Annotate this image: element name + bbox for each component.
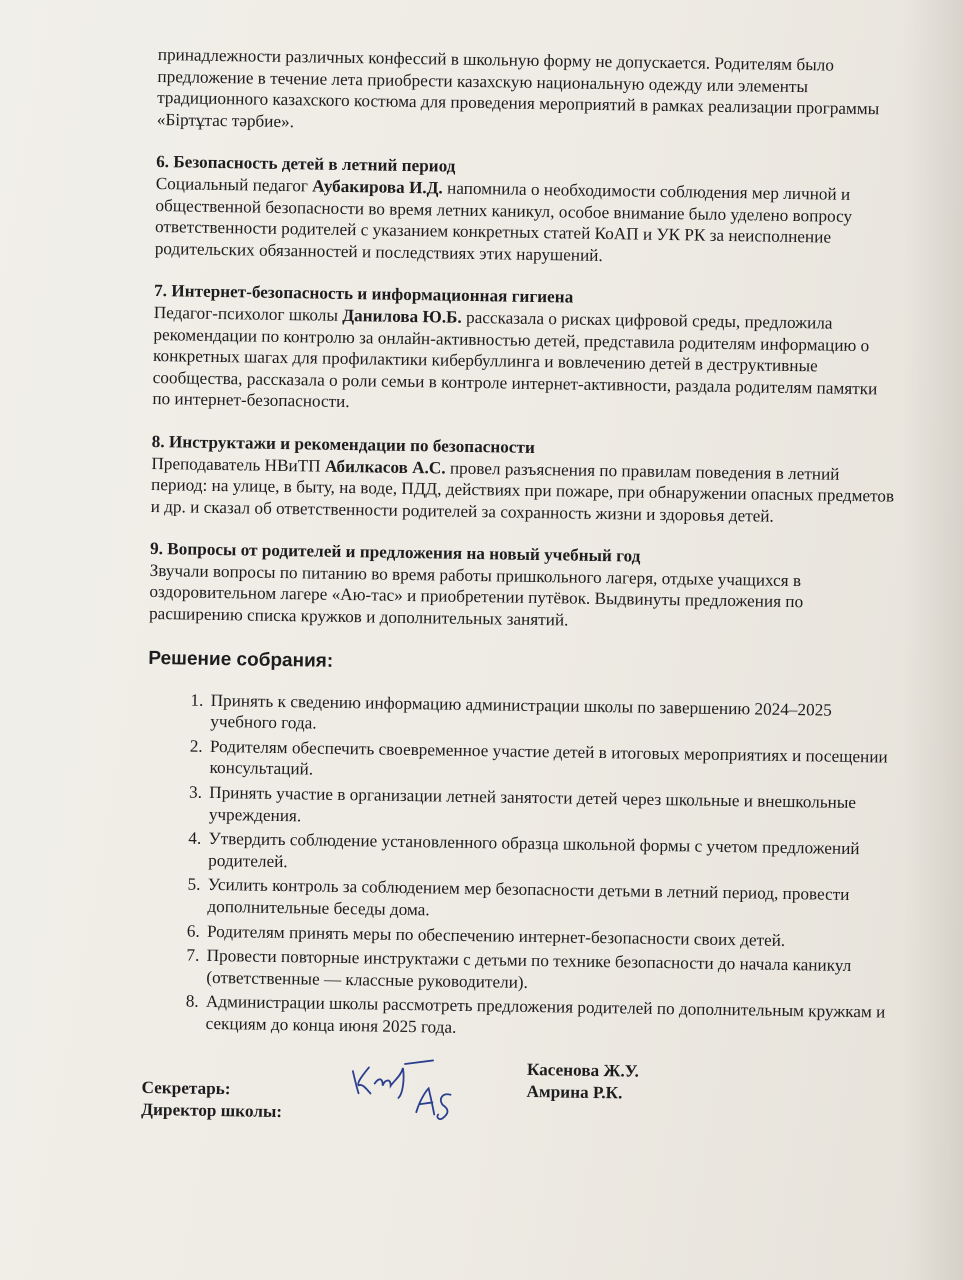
section-body: Преподаватель НВиТП Абилкасов А.С. провел разъяснения по правилам поведения в летний период: на улице, в быту, на воде, ПДД, действиях при пожаре, при обнаружении опасных предметов и др. и сказал об ответственности родителей за сохранность жизни и здоровья детей. — [150, 453, 895, 526]
section-7 — [152, 280, 899, 421]
list-item: 2. Родителям обеспечить своевременное участие детей в итоговых мероприятиях и посещении консультаций. — [206, 736, 892, 790]
section-body: Звучали вопросы по питанию во время работы пришкольного лагеря, отдыхе учащихся в оздоровительном лагере «Аю-тас» и приобретении путёвок. Выдвинуты предложения по расширению списка кружков и дополнительных занятий. — [148, 560, 804, 630]
director-label: Директор школы: — [141, 1099, 283, 1121]
list-item: 5. Усилить контроль за соблюдением мер безопасности детьми в летний период, провести дополнительные беседы дома. — [204, 874, 890, 928]
list-item: 6. Родителям принять меры по обеспечению интернет-безопасности своих детей. — [204, 920, 889, 952]
section-8 — [151, 431, 897, 529]
signature-block — [141, 1049, 887, 1151]
section-title: 9. Вопросы от родителей и предложения на новый учебный год — [149, 539, 641, 566]
list-item: 3. Принять участие в организации летней занятости детей через школьные и внешкольные учреждения. — [206, 782, 892, 836]
person-name: Абилкасов А.С. — [324, 456, 446, 478]
handwritten-signature — [346, 1053, 467, 1125]
secretary-name: Касенова Ж.У. — [526, 1059, 640, 1081]
decision-heading: Решение собрания: — [148, 647, 334, 672]
list-item: 4. Утвердить соблюдение установленного образца школьной формы с учетом предложений родителей. — [205, 828, 891, 882]
decision-list — [142, 689, 892, 1046]
section-body: Социальный педагог Аубакирова И.Д. напомнила о необходимости соблюдения мер личной и общественной безопасности во время летних каникул, особое внимание было уделено вопросу ответственности родителей с указанием конкретных статей КоАП и УК РК за неисполнение родительских обязанностей и последствиях этих нарушений. — [154, 173, 853, 265]
section-title: 6. Безопасность детей в летний период — [155, 152, 456, 177]
document-body — [141, 44, 903, 1151]
section-6 — [155, 151, 902, 271]
list-item: 8. Администрации школы рассмотреть предложения родителей по дополнительным кружкам и секциям до конца июня 2025 года. — [202, 991, 888, 1045]
section-title: 7. Интернет-безопасность и информационная гигиена — [153, 281, 574, 307]
secretary-label: Секретарь: — [141, 1077, 231, 1098]
section-title: 8. Инструктажи и рекомендации по безопасности — [151, 431, 536, 457]
director-name: Амрина Р.К. — [526, 1081, 623, 1102]
page-shadow — [903, 0, 963, 1280]
intro-paragraph: принадлежности различных конфессий в школьную форму не допускается. Родителям было предложение в течение лета приобрести казахскую национальную одежду или элементы традиционного казахского костюма для проведения мероприятий в рамках реализации программы «Біртұтас тәрбие». — [156, 44, 880, 131]
list-item: 1. Принять к сведению информацию администрации школы по завершению 2024–2025 учебного года. — [207, 690, 893, 744]
person-name: Данилова Ю.Б. — [342, 305, 462, 327]
section-9 — [149, 538, 895, 636]
section-body: Педагог-психолог школы Данилова Ю.Б. рассказала о рисках цифровой среды, предложила рекомендации по контролю за онлайн-активностью детей, представила родителям информацию о конкретных шагах для профилактики кибербуллинга и вовлечению детей в деструктивные сообщества, рассказала о роли семьи в контроле интернет-активности, раздала родителям памятки по интернет-безопасности. — [152, 302, 878, 412]
list-item: 7. Провести повторные инструктажи с детьми по технике безопасности до начала каникул (ответственные — классные руководители). — [203, 945, 889, 999]
person-name: Аубакирова И.Д. — [312, 176, 443, 198]
